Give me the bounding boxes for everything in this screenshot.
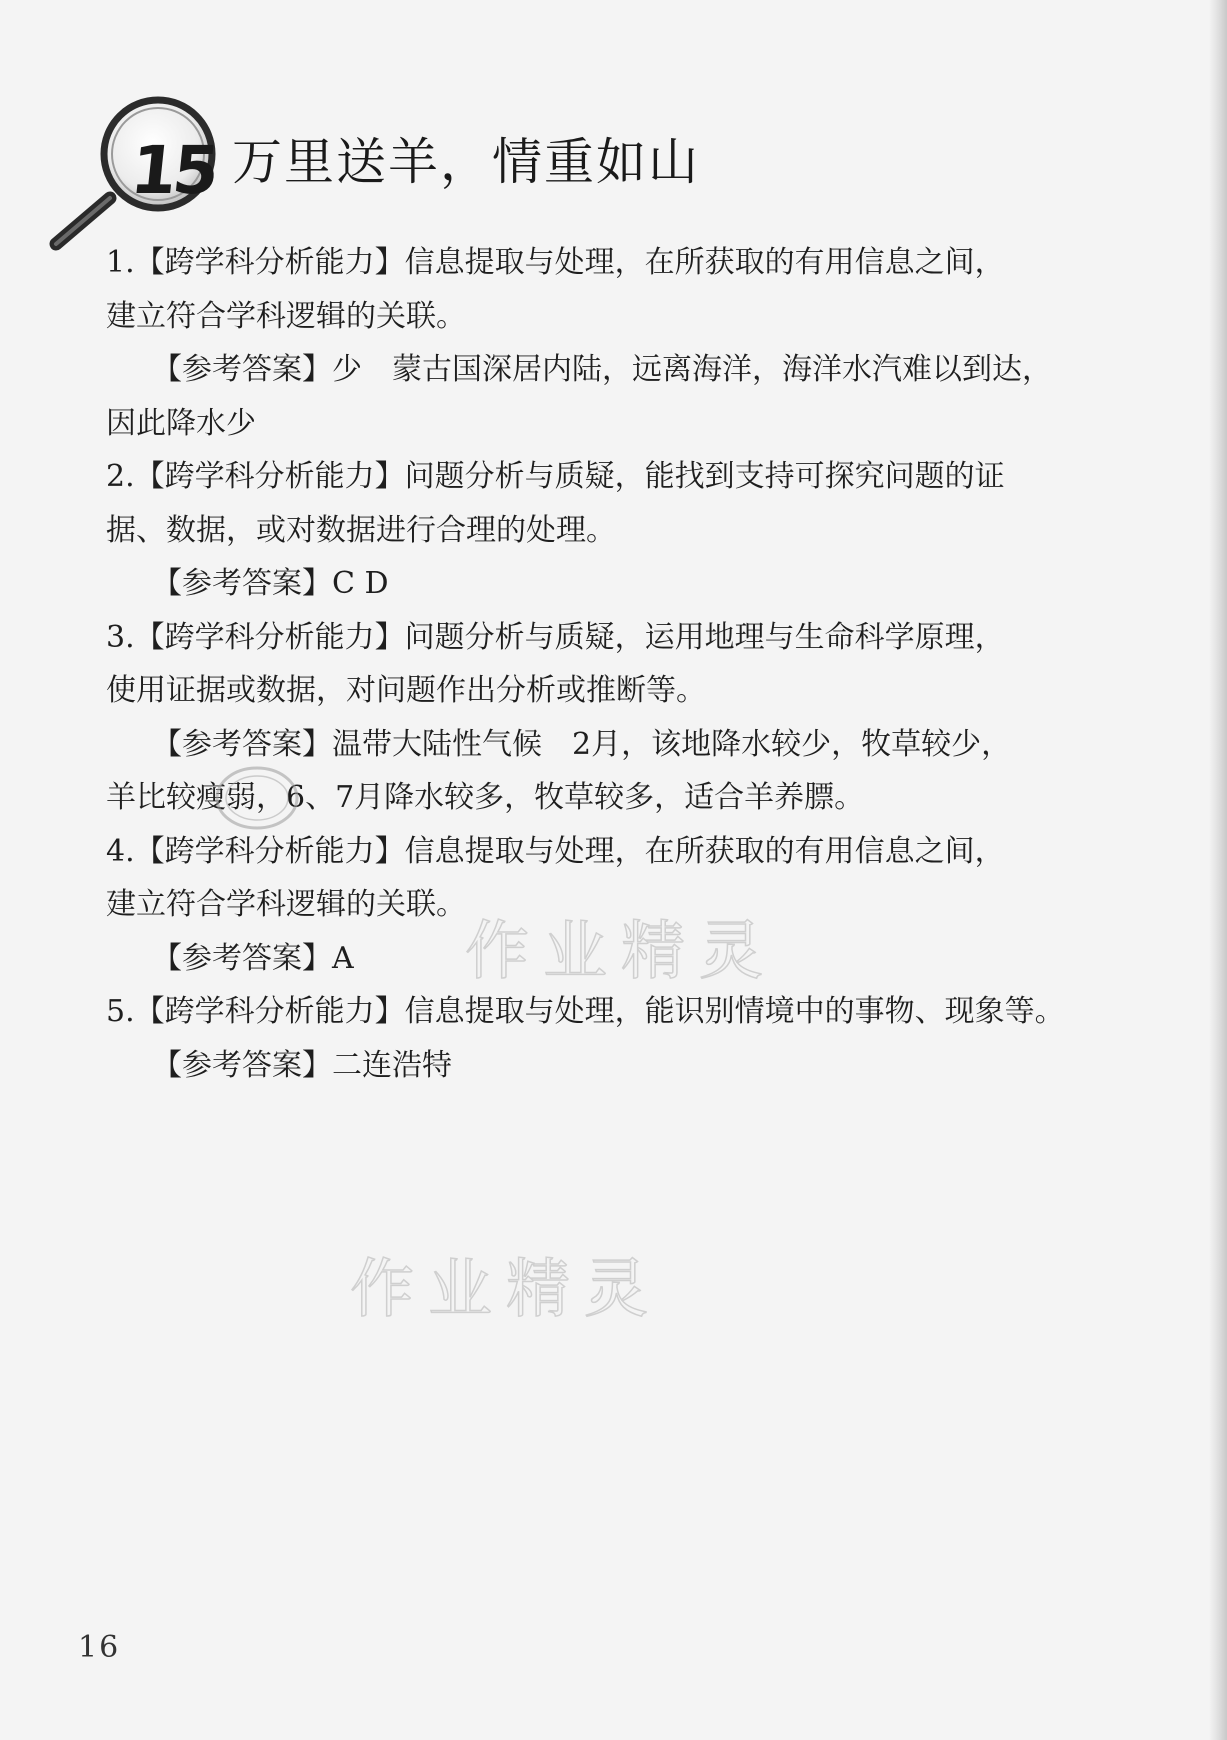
page-edge-shadow (1209, 0, 1227, 1740)
text-line: 5.【跨学科分析能力】信息提取与处理，能识别情境中的事物、现象等。 (106, 994, 1065, 1029)
text-line: 羊比较瘦弱，6、7月降水较多，牧草较多，适合羊养膘。 (106, 780, 865, 815)
answer-line: 【参考答案】二连浩特 (152, 1047, 452, 1083)
watermark-text: 作业精灵 (465, 915, 777, 989)
watermark-text: 作业精灵 (350, 1253, 662, 1327)
text-line: 3.【跨学科分析能力】问题分析与质疑，运用地理与生命科学原理， (106, 619, 1005, 655)
lesson-title: 万里送羊，情重如山 (232, 133, 700, 191)
text-line: 据、数据，或对数据进行合理的处理。 (106, 512, 616, 548)
answer-line: 【参考答案】A (152, 940, 354, 976)
page-number: 16 (78, 1630, 121, 1665)
text-line: 建立符合学科逻辑的关联。 (106, 298, 466, 334)
answer-line: 【参考答案】温带大陆性气候 2月，该地降水较少，牧草较少， (152, 726, 1012, 762)
text-line: 因此降水少 (106, 405, 256, 441)
text-line: 建立符合学科逻辑的关联。 (106, 887, 466, 922)
answer-line: 【参考答案】C D (152, 566, 389, 601)
lesson-number: 15 (127, 132, 219, 209)
text-line: 4.【跨学科分析能力】信息提取与处理，在所获取的有用信息之间， (106, 833, 1005, 869)
text-line: 使用证据或数据，对问题作出分析或推断等。 (106, 673, 706, 708)
stamp-seal-icon (212, 762, 302, 834)
answer-line: 【参考答案】少 蒙古国深居内陆，远离海洋，海洋水汽难以到达， (152, 352, 1052, 387)
text-line: 2.【跨学科分析能力】问题分析与质疑，能找到支持可探究问题的证 (106, 459, 1005, 494)
text-line: 1.【跨学科分析能力】信息提取与处理，在所获取的有用信息之间， (106, 245, 1005, 280)
